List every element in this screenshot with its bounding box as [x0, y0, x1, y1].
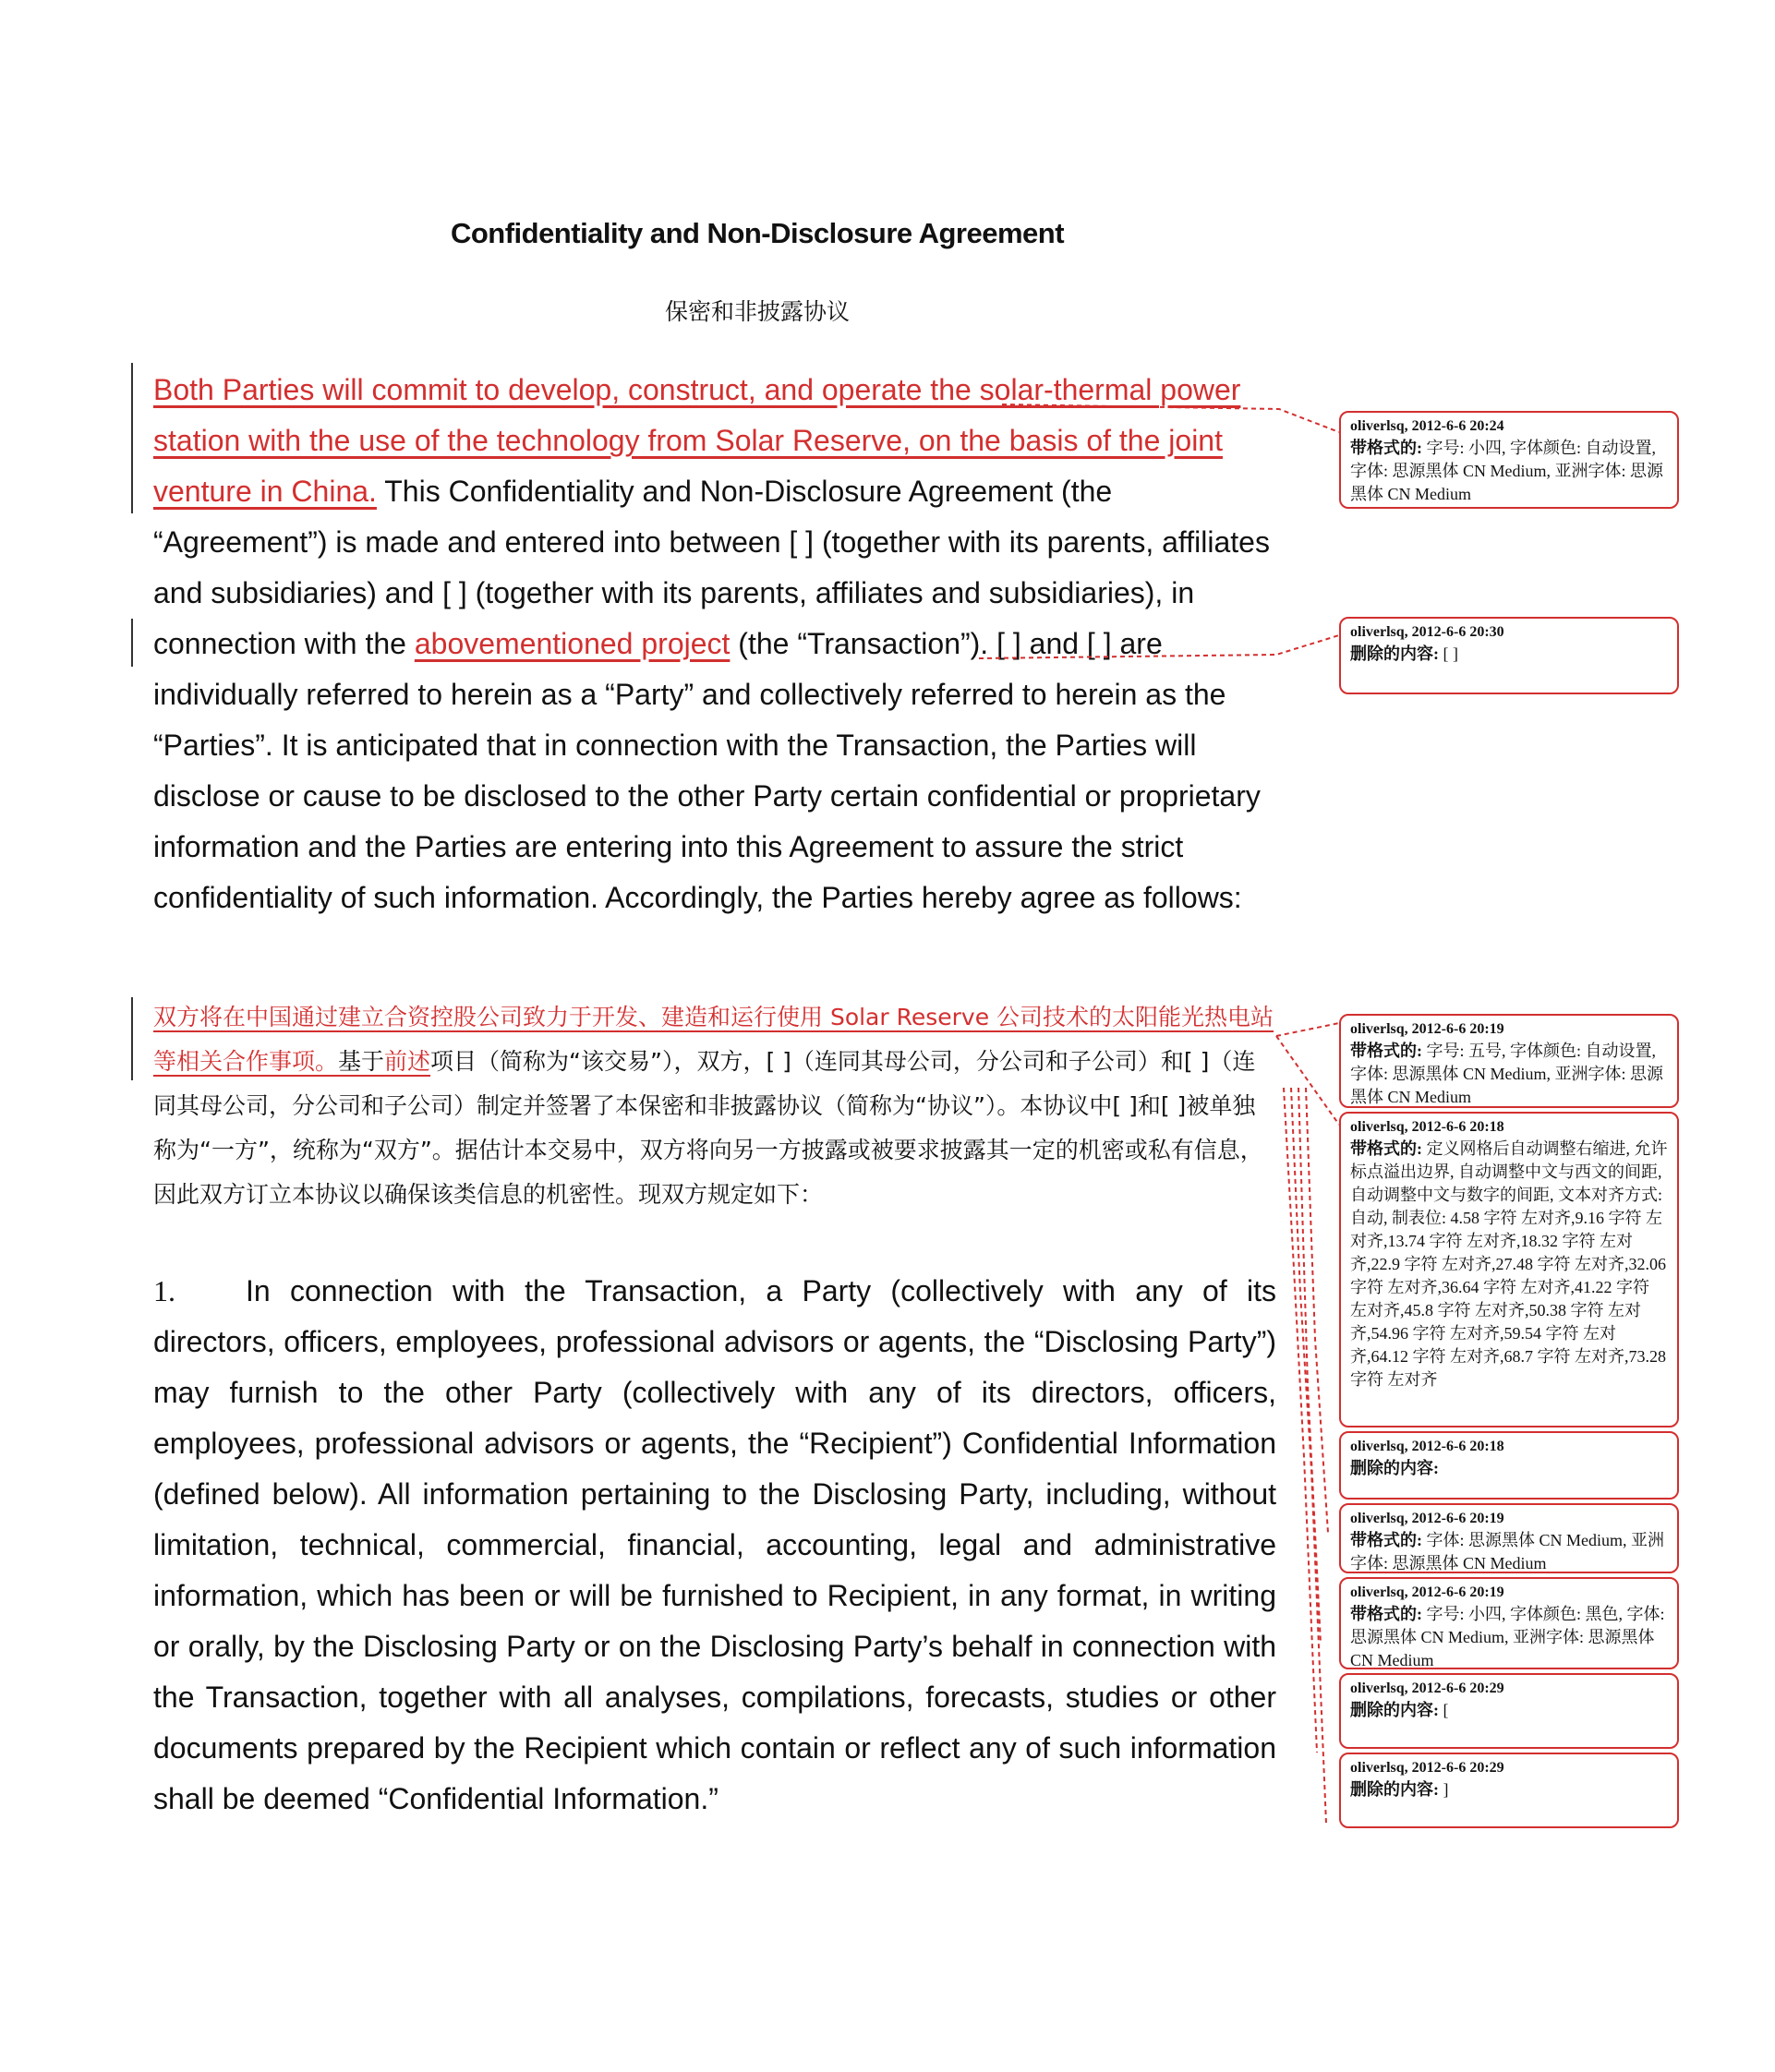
comment-balloon[interactable]	[1339, 1431, 1679, 1500]
document-subtitle: 保密和非披露协议	[664, 298, 850, 325]
clause-number: 1.	[153, 1274, 175, 1307]
comment-label: 删除的内容:	[1350, 1701, 1439, 1719]
comment-label: 带格式的:	[1350, 1042, 1422, 1060]
comment-label: 带格式的:	[1350, 1139, 1422, 1158]
comment-header: oliverlsq, 2012-6-6 20:19	[1350, 1021, 1504, 1037]
comment-balloon[interactable]	[1339, 1577, 1679, 1669]
comment-label: 带格式的:	[1350, 1531, 1422, 1549]
comment-balloon[interactable]	[1339, 1673, 1679, 1749]
comment-header: oliverlsq, 2012-6-6 20:29	[1350, 1680, 1504, 1696]
paragraph-text: 基于	[338, 1048, 385, 1075]
comment-balloon[interactable]	[1339, 1753, 1679, 1828]
change-bar	[131, 619, 133, 667]
comment-text: 字号: 五号, 字体颜色: 自动设置, 字体: 思源黑体 CN Medium, 亚洲字体: 思源黑体 CN Medium	[1350, 1042, 1664, 1106]
change-bar	[131, 363, 133, 513]
comment-label: 删除的内容:	[1350, 1780, 1439, 1799]
paragraph-text: (the “Transaction”). [ ] and [ ] are individually referred to herein as a “Party” and collectively referred to herein as the “Parties”. It is anticipated that in connection with the Transaction, the Parties will disclose or cause to be disclosed to the other Party certain confidential or proprietary information and the Parties are entering into this Agreement to assure the strict confidentiality of such information. Accordingly, the Parties hereby agree as follows:	[153, 627, 1261, 914]
document-title: Confidentiality and Non-Disclosure Agreement	[450, 217, 1065, 249]
comment-header: oliverlsq, 2012-6-6 20:30	[1350, 624, 1504, 640]
inserted-text: Both Parties will commit to develop, construct, and operate the solar-thermal power station with the use of the technology from Solar Reserve, on the basis of the joint venture in China.	[153, 373, 1241, 508]
comment-label: 带格式的:	[1350, 1605, 1422, 1623]
comment-text: [	[1443, 1701, 1449, 1719]
comment-text: 定义网格后自动调整右缩进, 允许标点溢出边界, 自动调整中文与西文的间距, 自动调整中文与数字的间距, 文本对齐方式: 自动, 制表位: 4.58 字符 左对齐,9.16 字符 左对齐,13.74 字符 左对齐,18.32 字符 左对齐,22.9 字符 左对齐,27.48 字符 左对齐,32.06 字符 左对齐,36.64 字符 左对齐,41.22 字符 左对齐,45.8 字符 左对齐,50.38 字符 左对齐,54.96 字符 左对齐,59.54 字符 左对齐,64.12 字符 左对齐,68.7 字符 左对齐,73.28 字符 左对齐	[1350, 1139, 1668, 1389]
comment-balloon[interactable]	[1339, 1112, 1679, 1428]
comment-balloon[interactable]	[1339, 617, 1679, 694]
change-bar	[131, 997, 133, 1080]
comment-text: 字号: 小四, 字体颜色: 黑色, 字体: 思源黑体 CN Medium, 亚洲字体: 思源黑体 CN Medium	[1350, 1605, 1665, 1669]
comment-label: 删除的内容:	[1350, 644, 1439, 663]
comment-header: oliverlsq, 2012-6-6 20:29	[1350, 1760, 1504, 1776]
paragraph-text: 项目（简称为“该交易”），双方，[ ]（连同其母公司，分公司和子公司）和[ ]（连同其母公司，分公司和子公司）制定并签署了本保密和非披露协议（简称为“协议”）。本协议中[ ]和[ ]被单独称为“一方”，统称为“双方”。据估计本交易中，双方将向另一方披露或被要求披露其一定的机密或私有信息，因此双方订立本协议以确保该类信息的机密性。现双方规定如下：	[153, 1048, 1263, 1208]
comment-header: oliverlsq, 2012-6-6 20:19	[1350, 1584, 1504, 1600]
comment-balloon[interactable]	[1339, 1503, 1679, 1573]
clause-1	[153, 1266, 1276, 1825]
comment-text: 字号: 小四, 字体颜色: 自动设置, 字体: 思源黑体 CN Medium, 亚洲字体: 思源黑体 CN Medium	[1350, 439, 1664, 503]
comment-header: oliverlsq, 2012-6-6 20:18	[1350, 1119, 1504, 1135]
chinese-intro-paragraph	[153, 995, 1278, 1217]
inserted-text: 双方将在中国通过建立合资控股公司致力于开发、建造和运行使用 Solar Reserve 公司技术的太阳能光热电站等相关合作事项。	[153, 1004, 1274, 1075]
comment-text: [ ]	[1443, 644, 1458, 663]
comment-balloon[interactable]	[1339, 411, 1679, 509]
comment-header: oliverlsq, 2012-6-6 20:24	[1350, 418, 1504, 434]
clause-text: In connection with the Transaction, a Party (collectively with any of its directors, officers, employees, professional advisors or agents, the “Disclosing Party”) may furnish to the other Party (collectively with any of its directors, officers, employees, professional advisors or agents, the “Recipient”) Confidential Information (defined below). All information pertaining to the Disclosing Party, including, without limitation, technical, commercial, financial, accounting, legal and administrative information, which has been or will be furnished to Recipient, in any format, in writing or orally, by the Disclosing Party or on the Disclosing Party’s behalf in connection with the Transaction, together with all analyses, compilations, forecasts, studies or other documents prepared by the Recipient which contain or reflect any of such information shall be deemed “Confidential Information.”	[153, 1274, 1276, 1815]
comment-label: 删除的内容:	[1350, 1459, 1439, 1477]
comment-text: ]	[1443, 1780, 1449, 1799]
inserted-text: 前述	[384, 1048, 431, 1075]
comment-label: 带格式的:	[1350, 439, 1422, 457]
inserted-text: abovementioned project	[414, 627, 731, 660]
english-intro-paragraph	[153, 365, 1276, 923]
comment-header: oliverlsq, 2012-6-6 20:18	[1350, 1439, 1504, 1454]
comment-balloon[interactable]	[1339, 1014, 1679, 1108]
paragraph-text: This Confidentiality and Non-Disclosure Agreement (the “Agreement”) is made and entered into between [ ] (together with its parents, affiliates and subsidiaries) and [ ] (together with its parents, affiliates and subsidiaries), in connection with the	[153, 475, 1270, 660]
comment-text: 字体: 思源黑体 CN Medium, 亚洲字体: 思源黑体 CN Medium	[1350, 1531, 1665, 1572]
comment-header: oliverlsq, 2012-6-6 20:19	[1350, 1511, 1504, 1526]
